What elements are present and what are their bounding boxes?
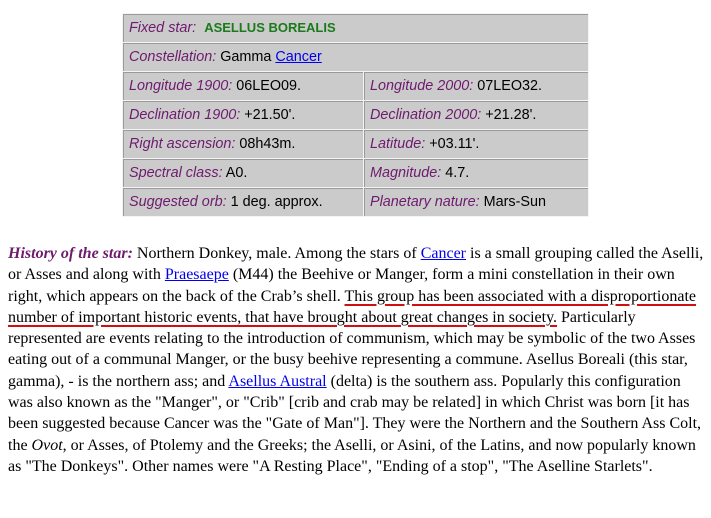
constellation-label: Constellation: [129,49,217,65]
declination-2000-label: Declination 2000: [370,107,482,123]
planetary-nature-label: Planetary nature: [370,194,480,210]
longitude-1900-value: 06LEO09. [236,78,302,94]
history-text-6: , or Asses, of Ptolemy and the Greeks; the Aselli, or Asini, of the Latins, and now popularly known as "The Donkeys". Other names were "A Resting Place", "Ending of a stop", "The Aselline Starlets". [8,436,696,475]
planetary-nature-value: Mars-Sun [483,194,546,210]
longitude-1900-cell [123,72,364,101]
history-text-5: (delta) is the southern ass. Popularly this configuration was also known as the "Manger", or "Crib" [crib and crab may be related] in which Christ was born [it has been suggested because Cancer was the "Gate of Man"]. They were the Northern and the Southern Ass Colt, the [8,372,702,454]
magnitude-cell [364,159,589,188]
magnitude-value: 4.7. [445,165,470,181]
spectral-class-value: A0. [225,165,248,181]
highlighted-sentence: This group has been associated with a disproportionate number of important historic events, that have brought about great changes in society. [8,287,696,326]
star-info-table [122,13,589,217]
history-heading: History of the star: [8,245,133,262]
history-text-3: (M44) the Beehive or Manger, form a mini constellation in their own right, which appears on the back of the Crab’s shell. [8,266,675,305]
constellation-cell [123,43,589,72]
longitude-2000-cell [364,72,589,101]
latitude-value: +03.11'. [429,136,480,152]
fixed-star-label: Fixed star: [129,20,197,36]
longitude-2000-label: Longitude 2000: [370,78,474,94]
magnitude-label: Magnitude: [370,165,442,181]
declination-2000-value: +21.28'. [485,107,537,123]
longitude-1900-label: Longitude 1900: [129,78,233,94]
suggested-orb-cell [123,188,364,217]
declination-1900-value: +21.50'. [244,107,296,123]
declination-1900-label: Declination 1900: [129,107,241,123]
declination-1900-cell [123,101,364,130]
latitude-cell [364,130,589,159]
right-ascension-value: 08h43m. [239,136,296,152]
history-text-2: is a small grouping called the Aselli, or Asses and along with [8,245,704,284]
fixed-star-value: ASELLUS BOREALIS [204,20,336,35]
history-text-4: Particularly represented are events relating to the introduction of communism, which may be symbolic of the two Asses eating out of a communal Manger, or the busy beehive representing a commune. Asellus Boreali (this star, gamma), - is the northern ass; and [8,308,696,390]
star-history-paragraph [8,243,708,477]
praesaepe-link[interactable]: Praesaepe [164,266,229,284]
cancer-link[interactable]: Cancer [420,245,466,262]
latitude-label: Latitude: [370,136,426,152]
right-ascension-cell [123,130,364,159]
constellation-cancer-link[interactable]: Cancer [275,49,322,65]
history-text-1: Northern Donkey, male. Among the stars of [132,245,421,262]
spectral-class-label: Spectral class: [129,165,223,181]
spectral-class-cell [123,159,364,188]
ovot-term: Ovot [31,436,63,454]
suggested-orb-label: Suggested orb: [129,194,227,210]
suggested-orb-value: 1 deg. approx. [230,194,323,210]
fixed-star-cell [123,14,589,43]
asellus-austral-link[interactable]: Asellus Austral [228,372,327,390]
planetary-nature-cell [364,188,589,217]
declination-2000-cell [364,101,589,130]
right-ascension-label: Right ascension: [129,136,236,152]
constellation-prefix: Gamma [220,49,272,65]
longitude-2000-value: 07LEO32. [477,78,543,94]
